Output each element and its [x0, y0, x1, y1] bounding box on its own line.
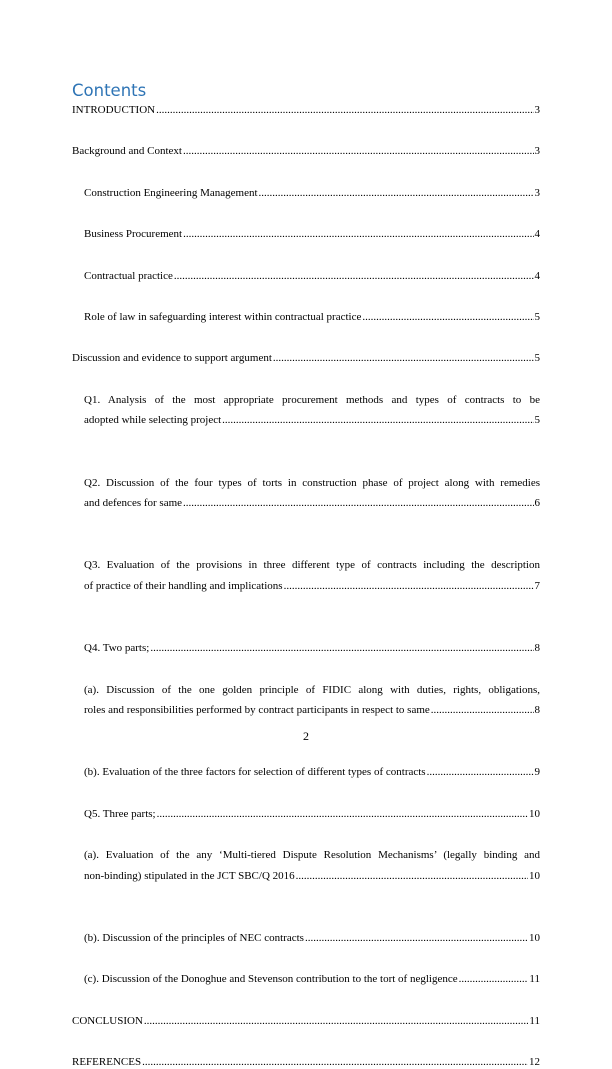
toc-entry-page-number: 12: [529, 1056, 540, 1069]
toc-entry-page-number: 5: [534, 311, 540, 323]
toc-entry-title: Construction Engineering Management: [84, 186, 258, 199]
dot-leader: [459, 973, 529, 986]
dot-leader: [296, 870, 528, 883]
toc-entry-title-line: Q3. Evaluation of the provisions in three different type of contracts including the description: [84, 559, 540, 572]
toc-entry-title: CONCLUSION: [72, 1014, 143, 1027]
toc-entry-title: (b). Discussion of the principles of NEC contracts: [84, 932, 304, 944]
dot-leader: [156, 104, 533, 117]
dot-leader: [305, 932, 528, 945]
toc-entry-title: roles and responsibilities performed by contract participants in respect to same: [84, 704, 430, 717]
toc-entry-page-number: 7: [534, 580, 540, 593]
dot-leader: [427, 766, 534, 779]
toc-entry-page-number: 11: [529, 1014, 540, 1027]
toc-entry[interactable]: [72, 104, 540, 125]
toc-entry-page-number: 3: [534, 145, 540, 158]
toc-entry-page-number: 9: [534, 766, 540, 779]
toc-entry-title-line: (a). Evaluation of the any ‘Multi-tiered Dispute Resolution Mechanisms’ (legally binding and: [84, 849, 540, 862]
toc-entry-title-line: Q2. Discussion of the four types of torts in construction phase of project along with remedies: [84, 476, 540, 489]
toc-entry-title: Q4. Two parts;: [84, 642, 150, 655]
toc-entry-title: of practice of their handling and implications: [84, 580, 283, 593]
contents-heading: Contents: [72, 81, 147, 100]
dot-leader: [150, 642, 533, 655]
toc-entry-page-number: 4: [534, 269, 540, 282]
toc-entry-page-number: 10: [529, 932, 540, 944]
toc-entry-title: REFERENCES: [72, 1056, 142, 1069]
toc-entry-page-number: 11: [529, 973, 540, 986]
page-number: 2: [303, 729, 309, 743]
dot-leader: [157, 808, 528, 821]
toc-entry-title: Q5. Three parts;: [84, 807, 156, 820]
toc-entry-title-line: (a). Discussion of the one golden principle of FIDIC along with duties, rights, obligations,: [84, 683, 540, 696]
dot-leader: [431, 704, 534, 717]
toc-entry-title: (b). Evaluation of the three factors for selection of different types of contracts: [84, 766, 426, 779]
dot-leader: [144, 1015, 529, 1028]
toc-entry-page-number: 10: [529, 869, 540, 882]
toc-entry-page-number: 5: [534, 414, 540, 427]
toc-entry-title: non-binding) stipulated in the JCT SBC/Q 2016: [84, 869, 295, 882]
toc-entry-page-number: 3: [534, 104, 540, 116]
toc-entry-title: Contractual practice: [84, 269, 173, 282]
toc-entry-title: INTRODUCTION: [72, 104, 156, 116]
toc-entry-page-number: 10: [529, 807, 540, 820]
toc-entry-page-number: 4: [534, 228, 540, 241]
toc-entry[interactable]: [72, 125, 540, 158]
toc-entry-title: and defences for same: [84, 497, 183, 510]
toc-entry-title: Business Procurement: [84, 228, 183, 241]
toc-entry-title: adopted while selecting project: [84, 414, 222, 427]
toc-entry-page-number: 8: [534, 642, 540, 655]
toc-entry[interactable]: [84, 145, 540, 199]
toc-entry-title-line: Q1. Analysis of the most appropriate procurement methods and types of contracts to be: [84, 393, 540, 406]
toc-entry-title: (c). Discussion of the Donoghue and Stevenson contribution to the tort of negligence: [84, 973, 458, 986]
toc-entry-page-number: 8: [534, 704, 540, 717]
toc-entry-title: Role of law in safeguarding interest within contractual practice: [84, 311, 362, 323]
toc-entry-page-number: 6: [534, 497, 540, 510]
toc-entry-page-number: 5: [534, 352, 540, 365]
toc-entry-title: Background and Context: [72, 145, 182, 158]
toc-entry-page-number: 3: [534, 186, 540, 199]
toc-entry-title: Discussion and evidence to support argument: [72, 352, 272, 365]
dot-leader: [142, 1056, 528, 1069]
